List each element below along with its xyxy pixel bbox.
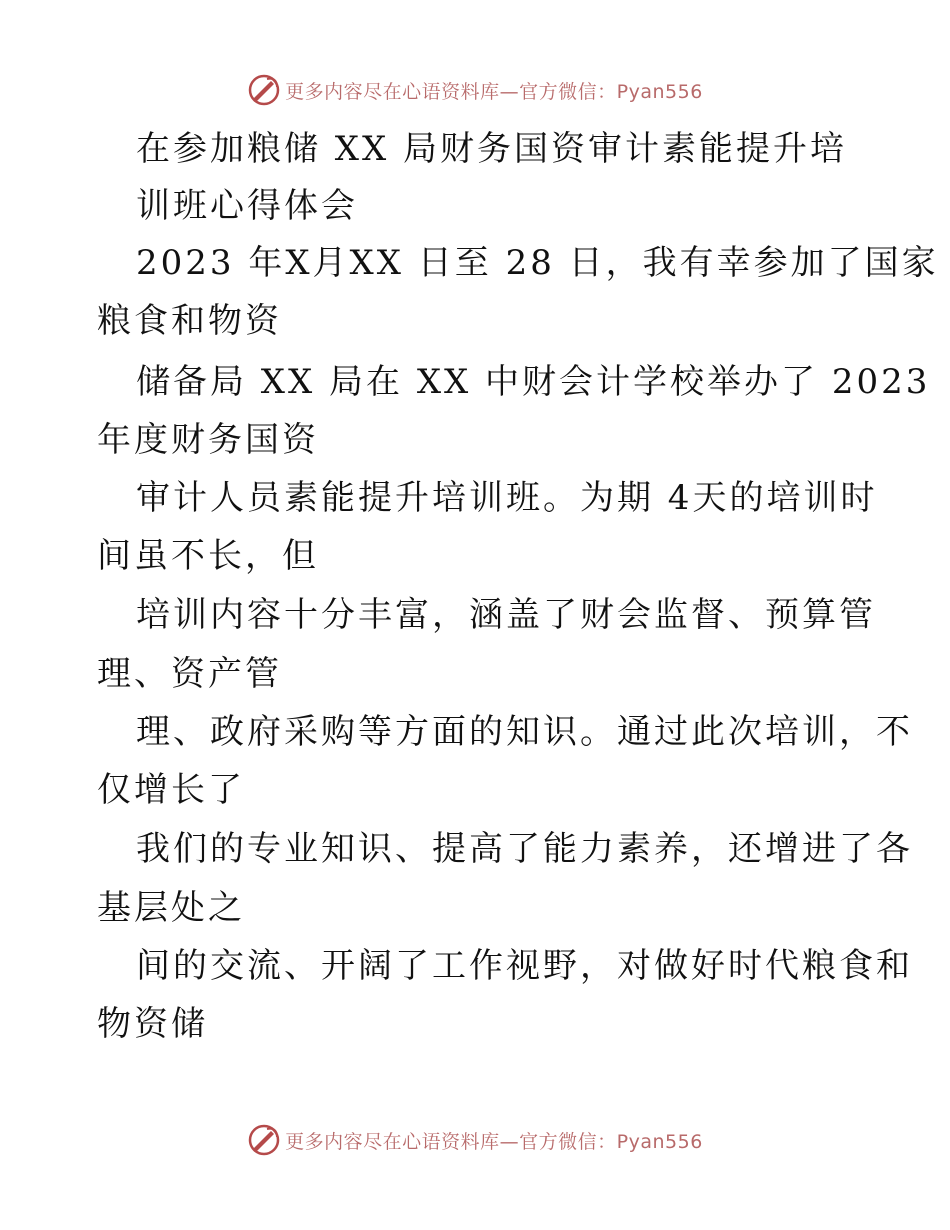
text-line: 审计人员素能提升培训班。为期 4天的培训时 bbox=[136, 478, 878, 518]
header-banner bbox=[0, 70, 950, 110]
text-line: 基层处之 bbox=[97, 888, 245, 928]
quill-pen-logo-icon bbox=[247, 73, 281, 107]
text-line: 仅增长了 bbox=[97, 770, 245, 810]
header-banner-text: 更多内容尽在心语资料库—官方微信：Pyan556 bbox=[285, 80, 703, 103]
text-line: 年度财务国资 bbox=[97, 420, 319, 460]
footer-banner bbox=[0, 1120, 950, 1160]
text-line: 理、政府采购等方面的知识。通过此次培训，不 bbox=[136, 712, 913, 752]
text-line: 物资储 bbox=[97, 1004, 208, 1044]
text-line: 2023 年X月XX 日至 28 日，我有幸参加了国家 bbox=[136, 243, 939, 283]
text-line: 理、资产管 bbox=[97, 654, 282, 694]
text-line: 粮食和物资 bbox=[97, 301, 282, 341]
text-line: 间虽不长，但 bbox=[97, 536, 319, 576]
text-line: 我们的专业知识、提高了能力素养，还增进了各 bbox=[136, 829, 913, 869]
text-line: 间的交流、开阔了工作视野，对做好时代粮食和 bbox=[136, 946, 913, 986]
text-line: 储备局 XX 局在 XX 中财会计学校举办了 2023 bbox=[136, 362, 931, 402]
quill-pen-logo-icon bbox=[247, 1123, 281, 1157]
text-line: 在参加粮储 XX 局财务国资审计素能提升培 bbox=[136, 129, 848, 169]
footer-banner-text: 更多内容尽在心语资料库—官方微信：Pyan556 bbox=[285, 1130, 703, 1153]
text-line: 培训内容十分丰富，涵盖了财会监督、预算管 bbox=[136, 595, 876, 635]
text-line: 训班心得体会 bbox=[136, 186, 358, 226]
